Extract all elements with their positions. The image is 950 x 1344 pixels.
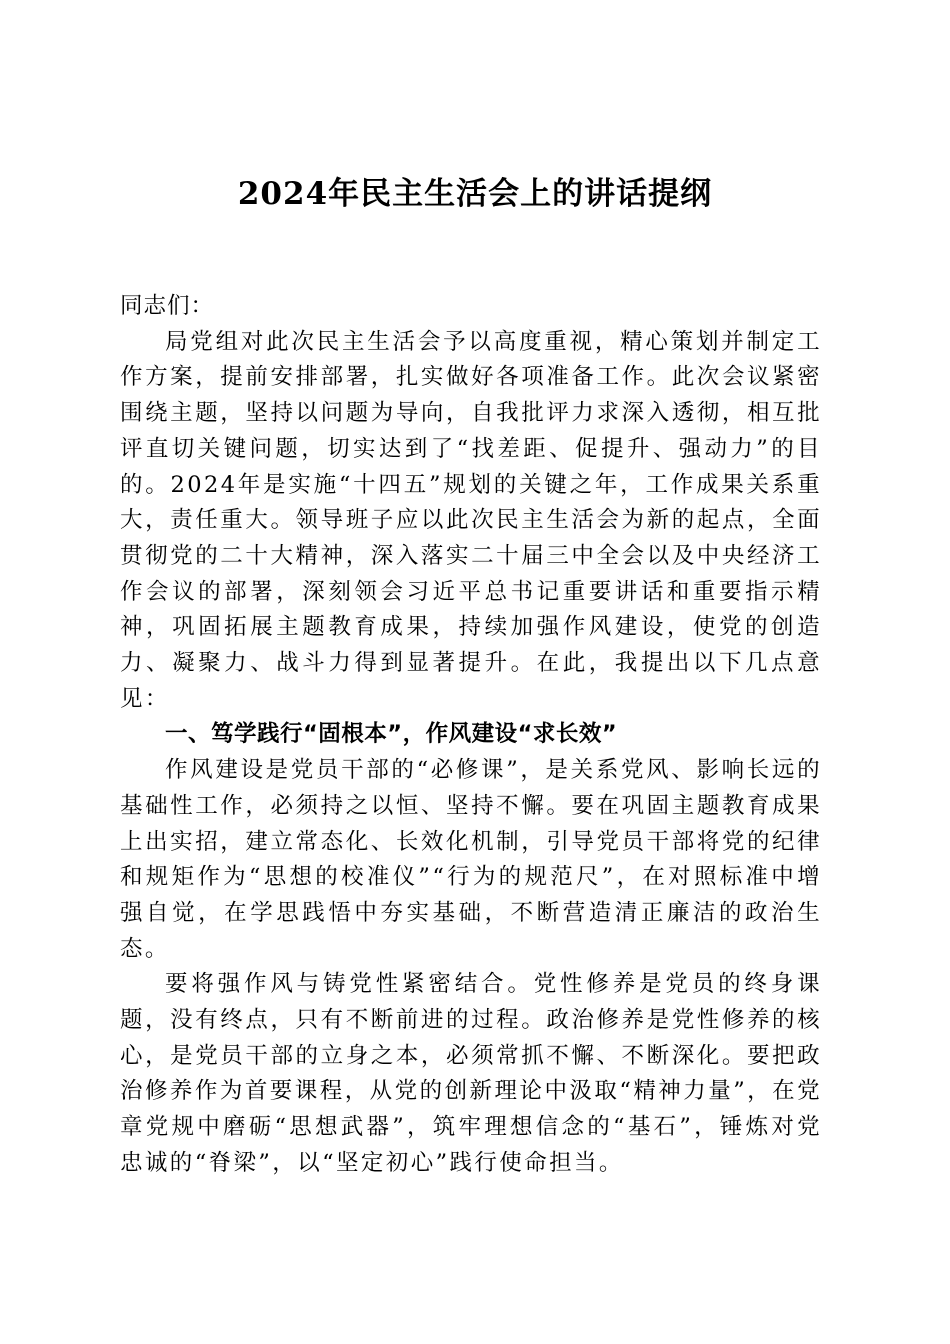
section-paragraph: 作风建设是党员干部的“必修课”，是关系党风、影响长远的基础性工作，必须持之以恒、坚持不懈。要在巩固主题教育成果上出实招，建立常态化、长效化机制，引导党员干部将党的纪律和规矩作为“思想的校准仪”“行为的规范尺”，在对照标准中增强自觉，在学思践悟中夯实基础，不断营造清正廉洁的政治生态。 [120,757,822,962]
salutation: 同志们： [120,293,215,319]
section-heading: 一、笃学践行“固根本”，作风建设“求长效” [165,721,618,748]
section-paragraph: 要将强作风与铸党性紧密结合。党性修养是党员的终身课题，没有终点，只有不断前进的过程。政治修养是党性修养的核心，是党员干部的立身之本，必须常抓不懈、不断深化。要把政治修养作为首要课程，从党的创新理论中汲取“精神力量”，在党章党规中磨砺“思想武器”，筑牢理想信念的“基石”，锤炼对党忠诚的“脊梁”，以“坚定初心”践行使命担当。 [120,971,822,1176]
document-title: 2024年民主生活会上的讲话提纲 [237,176,713,212]
intro-paragraph: 局党组对此次民主生活会予以高度重视，精心策划并制定工作方案，提前安排部署，扎实做好各项准备工作。此次会议紧密围绕主题，坚持以问题为导向，自我批评力求深入透彻，相互批评直切关键问题，切实达到了“找差距、促提升、强动力”的目的。2024年是实施“十四五”规划的关键之年，工作成果关系重大，责任重大。领导班子应以此次民主生活会为新的起点，全面贯彻党的二十大精神，深入落实二十届三中全会以及中央经济工作会议的部署，深刻领会习近平总书记重要讲话和重要指示精神，巩固拓展主题教育成果，持续加强作风建设，使党的创造力、凝聚力、战斗力得到显著提升。在此，我提出以下几点意见： [120,328,822,712]
document-body [120,289,822,1182]
